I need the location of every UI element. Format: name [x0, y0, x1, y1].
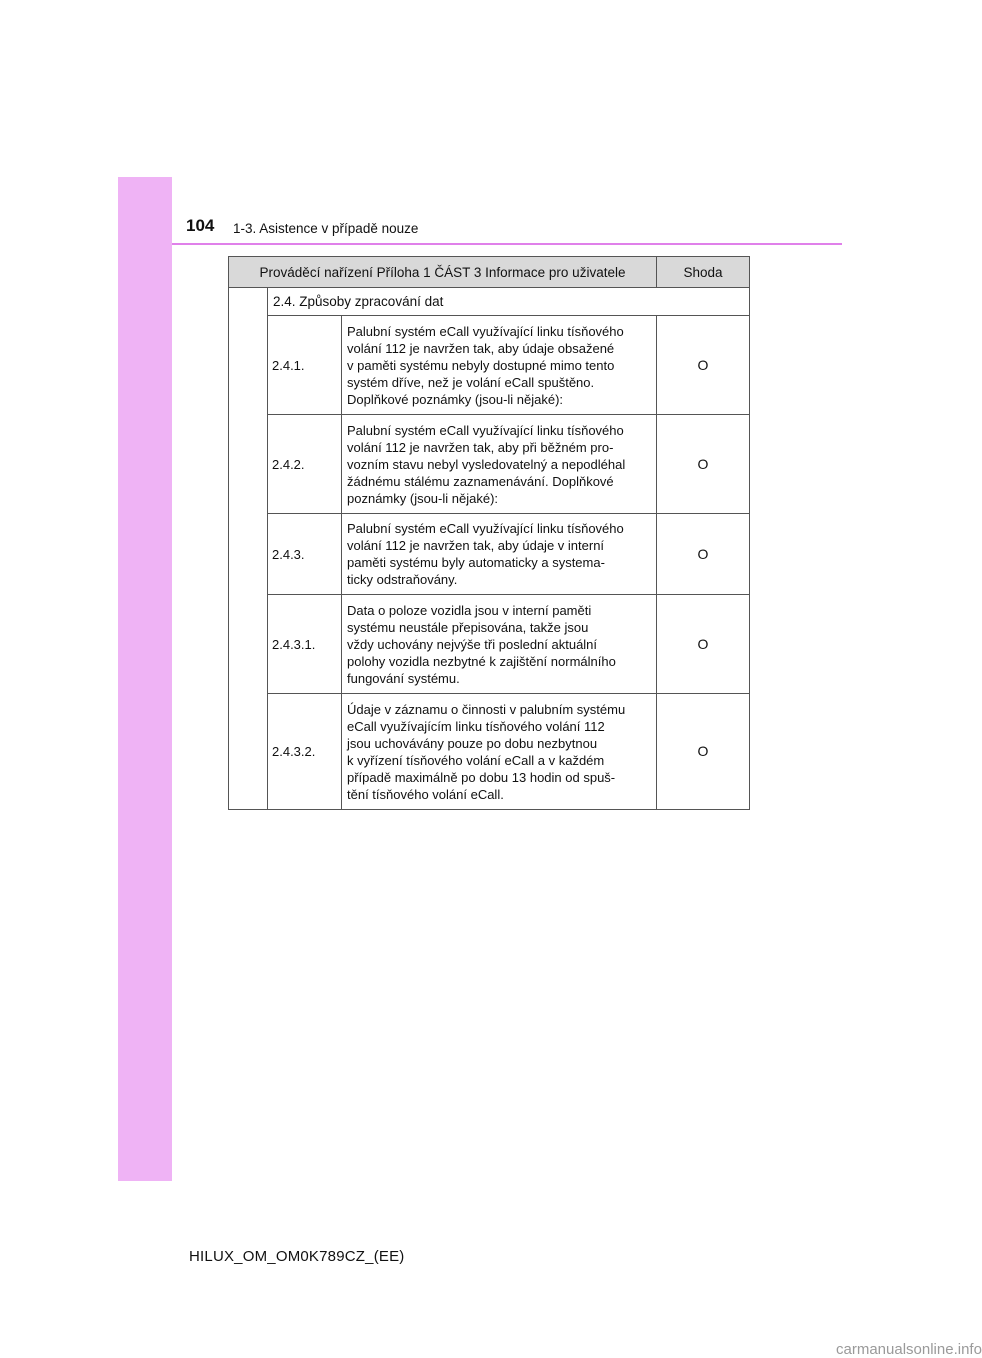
- row-number: 2.4.3.: [268, 514, 342, 595]
- blank-indent-cell: [229, 288, 268, 810]
- table-row: [229, 415, 750, 514]
- section-heading-row: [229, 288, 750, 316]
- header-divider: [172, 243, 842, 245]
- row-description: Palubní systém eCall využívající linku tísňového volání 112 je navržen tak, aby údaje obsažené v paměti systému nebyly dostupné mimo tento systém dříve, než je volání eCall spuštěno. Doplňkové poznámky (jsou-li nějaké):: [342, 316, 657, 415]
- table-row: [229, 316, 750, 415]
- table-row: [229, 595, 750, 694]
- column-header-requirement: Prováděcí nařízení Příloha 1 ČÁST 3 Informace pro uživatele: [229, 257, 657, 288]
- compliance-table: [228, 256, 750, 810]
- row-number: 2.4.2.: [268, 415, 342, 514]
- row-description: Data o poloze vozidla jsou v interní paměti systému neustále přepisována, takže jsou vždy uchovány nejvýše tři poslední aktuální polohy vozidla nezbytné k zajištění normálního fungování systému.: [342, 595, 657, 694]
- row-compliance: O: [657, 595, 750, 694]
- watermark: carmanualsonline.info: [836, 1341, 982, 1358]
- column-header-compliance: Shoda: [657, 257, 750, 288]
- row-compliance: O: [657, 415, 750, 514]
- row-compliance: O: [657, 694, 750, 810]
- page-number: 104: [186, 216, 215, 235]
- row-number: 2.4.3.1.: [268, 595, 342, 694]
- section-title: 1-3. Asistence v případě nouze: [233, 221, 419, 236]
- row-number: 2.4.1.: [268, 316, 342, 415]
- table-header-row: [229, 257, 750, 288]
- row-description: Palubní systém eCall využívající linku tísňového volání 112 je navržen tak, aby při běžném pro- vozním stavu nebyl vysledovatelný a nepodléhal žádnému stálému zaznamenávání. Doplňkové poznámky (jsou-li nějaké):: [342, 415, 657, 514]
- table-row: [229, 514, 750, 595]
- table-row: [229, 694, 750, 810]
- row-description: Údaje v záznamu o činnosti v palubním systému eCall využívajícím linku tísňového volání 112 jsou uchovávány pouze po dobu nezbytnou k vyřízení tísňového volání eCall a v každém případě maximálně po dobu 13 hodin od spuš- tění tísňového volání eCall.: [342, 694, 657, 810]
- row-compliance: O: [657, 514, 750, 595]
- row-compliance: O: [657, 316, 750, 415]
- document-code: HILUX_OM_OM0K789CZ_(EE): [189, 1248, 405, 1265]
- side-color-band: [118, 177, 172, 1181]
- row-number: 2.4.3.2.: [268, 694, 342, 810]
- section-heading: 2.4. Způsoby zpracování dat: [268, 288, 750, 316]
- row-description: Palubní systém eCall využívající linku tísňového volání 112 je navržen tak, aby údaje v interní paměti systému byly automaticky a systema- ticky odstraňovány.: [342, 514, 657, 595]
